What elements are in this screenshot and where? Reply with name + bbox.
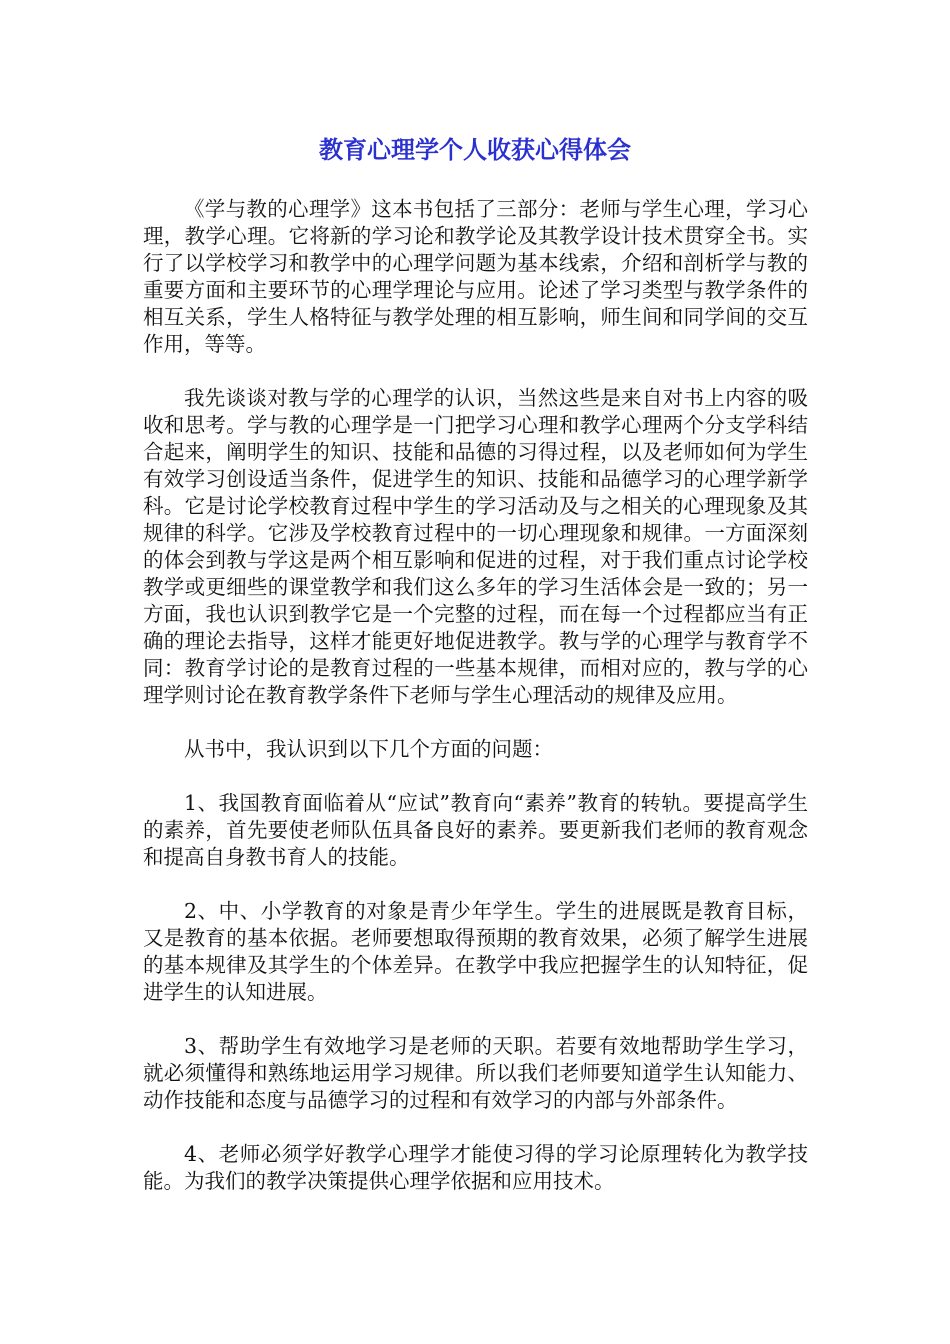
paragraph-point-3: 3、帮助学生有效地学习是老师的天职。若要有效地帮助学生学习，就必须懂得和熟练地运用学习规律。所以我们老师要知道学生认知能力、动作技能和态度与品德学习的过程和有效学习的内部与外部条件。 bbox=[143, 1034, 808, 1112]
document-body bbox=[143, 196, 808, 1222]
paragraph-understanding: 我先谈谈对教与学的心理学的认识，当然这些是来自对书上内容的吸收和思考。学与教的心理学是一门把学习心理和教学心理两个分支学科结合起来，阐明学生的知识、技能和品德的习得过程，以及老师如何为学生有效学习创设适当条件，促进学生的知识、技能和品德学习的心理学新学科。它是讨论学校教育过程中学生的学习活动及与之相关的心理现象及其规律的科学。它涉及学校教育过程中的一切心理现象和规律。一方面深刻的体会到教与学这是两个相互影响和促进的过程，对于我们重点讨论学校教学或更细些的课堂教学和我们这么多年的学习生活体会是一致的；另一方面，我也认识到教学它是一个完整的过程，而在每一个过程都应当有正确的理论去指导，这样才能更好地促进教学。教与学的心理学与教育学不同：教育学讨论的是教育过程的一些基本规律，而相对应的，教与学的心理学则讨论在教育教学条件下老师与学生心理活动的规律及应用。 bbox=[143, 386, 808, 707]
paragraph-point-1: 1、我国教育面临着从“应试”教育向“素养”教育的转轨。要提高学生的素养，首先要使老师队伍具备良好的素养。要更新我们老师的教育观念和提高自身教书育人的技能。 bbox=[143, 791, 808, 869]
paragraph-point-2: 2、中、小学教育的对象是青少年学生。学生的进展既是教育目标，又是教育的基本依据。老师要想取得预期的教育效果，必须了解学生进展的基本规律及其学生的个体差异。在教学中我应把握学生的认知特征，促进学生的认知进展。 bbox=[143, 899, 808, 1004]
paragraph-lead-in: 从书中，我认识到以下几个方面的问题： bbox=[184, 737, 553, 761]
paragraph-point-4: 4、老师必须学好教学心理学才能使习得的学习论原理转化为教学技能。为我们的教学决策提供心理学依据和应用技术。 bbox=[143, 1142, 808, 1193]
page-title: 教育心理学个人收获心得体会 bbox=[319, 136, 631, 164]
paragraph-intro: 《学与教的心理学》这本书包括了三部分：老师与学生心理，学习心理，教学心理。它将新的学习论和教学论及其教学设计技术贯穿全书。实行了以学校学习和教学中的心理学问题为基本线索，介绍和剖析学与教的重要方面和主要环节的心理学理论与应用。论述了学习类型与教学条件的相互关系，学生人格特征与教学处理的相互影响，师生间和同学间的交互作用，等等。 bbox=[143, 197, 808, 356]
